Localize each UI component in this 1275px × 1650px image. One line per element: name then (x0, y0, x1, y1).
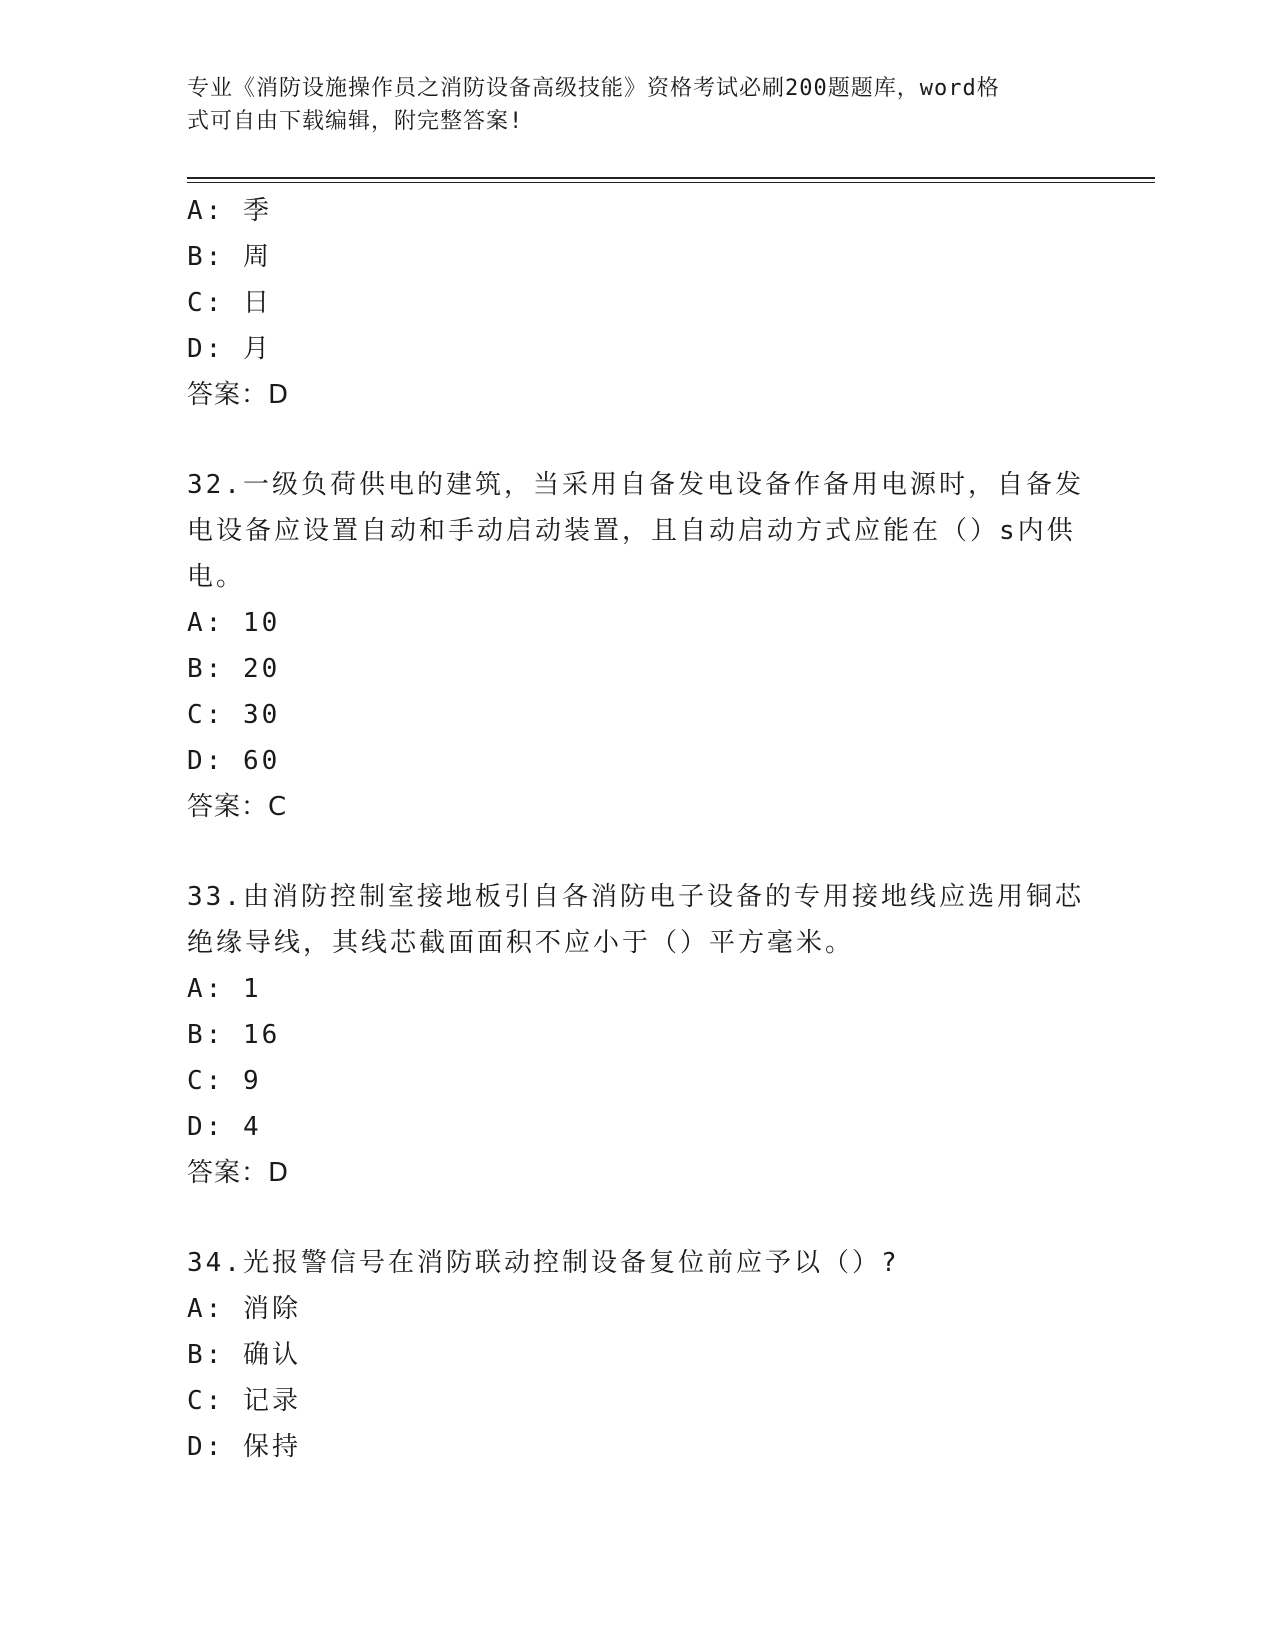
answer-line: 答案：D (187, 380, 290, 410)
option-b: B: 确认 (187, 1340, 301, 1370)
option-a: A: 1 (187, 974, 262, 1004)
option-d: D: 4 (187, 1112, 262, 1142)
question-line: 电设备应设置自动和手动启动装置，且自动启动方式应能在（）s内供 (187, 516, 1076, 546)
question-line: 电。 (187, 562, 246, 592)
option-c: C: 9 (187, 1066, 262, 1096)
option-c: C: 记录 (187, 1386, 301, 1416)
option-d: D: 月 (187, 334, 272, 364)
question-text (187, 1240, 1087, 1286)
question-block-32 (187, 462, 1087, 830)
question-list (187, 188, 1087, 1470)
question-line: 绝缘导线，其线芯截面面积不应小于（）平方毫米。 (187, 928, 855, 958)
option-a: A: 消除 (187, 1294, 301, 1324)
question-line: 33.由消防控制室接地板引自各消防电子设备的专用接地线应选用铜芯 (187, 882, 1084, 912)
option-a: A: 10 (187, 608, 281, 638)
question-block-34 (187, 1240, 1087, 1470)
header-divider (187, 177, 1155, 183)
document-header (187, 72, 1067, 138)
option-d: D: 保持 (187, 1432, 301, 1462)
question-line: 34.光报警信号在消防联动控制设备复位前应予以（）? (187, 1248, 900, 1278)
answer-line: 答案：D (187, 1158, 290, 1188)
option-d: D: 60 (187, 746, 281, 776)
option-c: C: 日 (187, 288, 272, 318)
option-a: A: 季 (187, 196, 272, 226)
header-line-2: 式可自由下载编辑，附完整答案! (187, 109, 524, 134)
option-b: B: 周 (187, 242, 272, 272)
option-b: B: 16 (187, 1020, 281, 1050)
question-line: 32.一级负荷供电的建筑，当采用自备发电设备作备用电源时，自备发 (187, 470, 1084, 500)
option-b: B: 20 (187, 654, 281, 684)
question-text (187, 874, 1087, 966)
question-block-33 (187, 874, 1087, 1196)
header-line-1: 专业《消防设施操作员之消防设备高级技能》资格考试必刷200题题库，word格 (187, 76, 1000, 101)
question-block-31 (187, 188, 1087, 418)
option-c: C: 30 (187, 700, 281, 730)
answer-line: 答案：C (187, 792, 288, 822)
question-text (187, 462, 1087, 600)
